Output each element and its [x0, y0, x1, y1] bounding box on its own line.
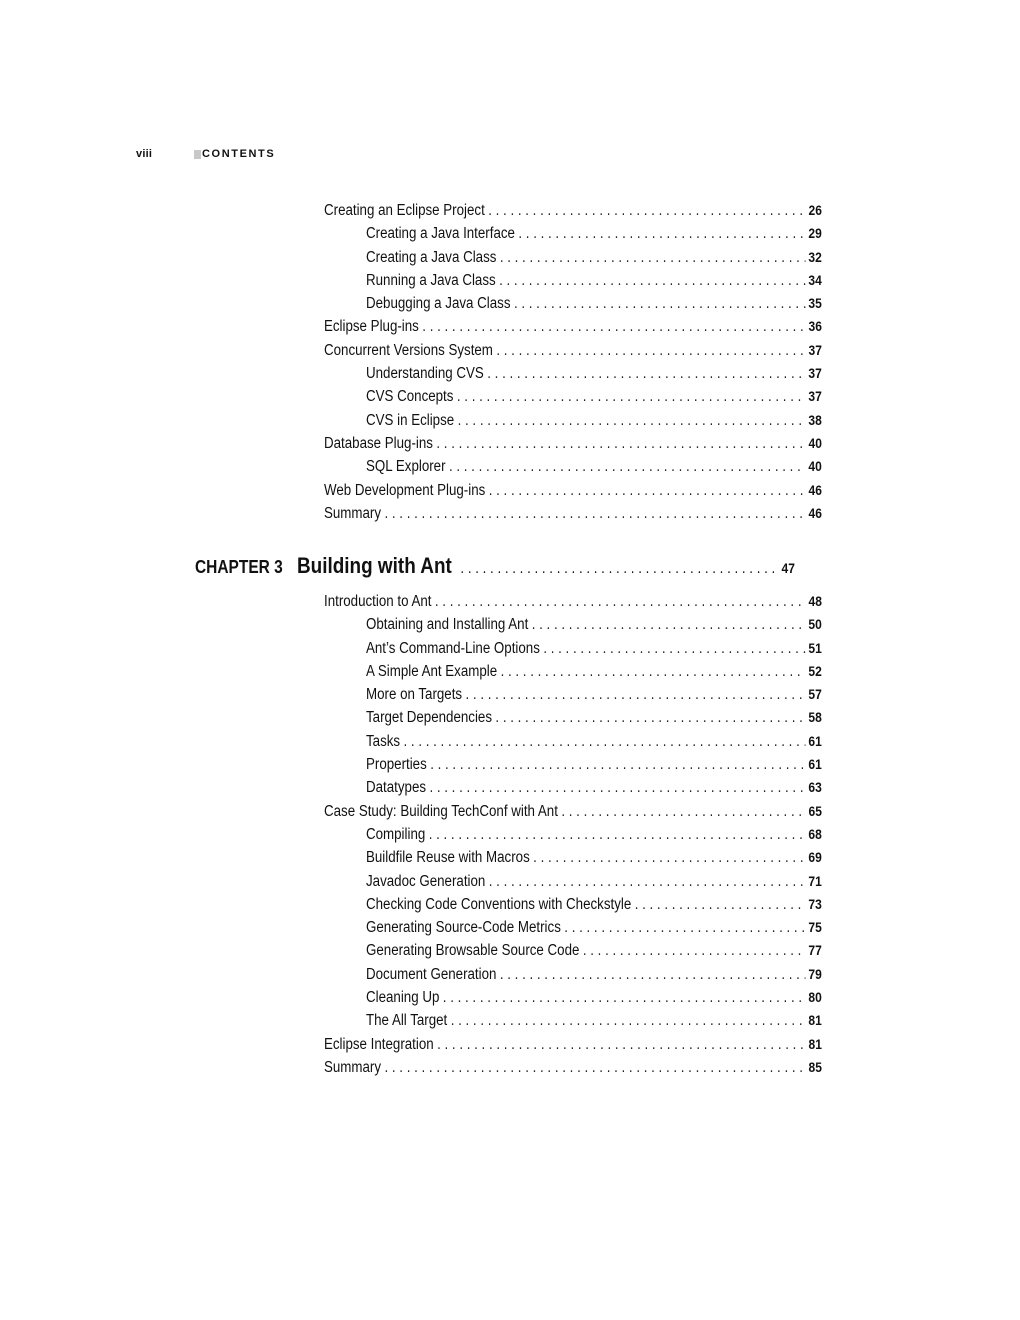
running-head [136, 147, 275, 161]
toc-entry-title: Properties [366, 756, 427, 774]
toc-entry-title: Tasks [366, 732, 401, 750]
toc-entry[interactable] [366, 989, 822, 1012]
toc-entry[interactable] [366, 919, 822, 942]
dot-leader [583, 942, 806, 960]
toc-entry[interactable] [366, 756, 822, 779]
toc-entry-page: 36 [808, 318, 822, 335]
toc-entry-page: 85 [808, 1058, 822, 1075]
toc-entry-title: Target Dependencies [366, 709, 492, 727]
dot-leader [460, 560, 779, 578]
dot-leader [457, 388, 806, 406]
toc-entry[interactable] [366, 849, 822, 872]
dot-leader [533, 849, 806, 867]
toc-entry-title: Understanding CVS [366, 365, 484, 383]
toc-entry-page: 26 [808, 202, 822, 218]
toc-entry-page: 38 [808, 411, 822, 428]
toc-entry-title: Summary [324, 504, 382, 522]
toc-entry-title: Datatypes [366, 779, 427, 797]
toc-entry-title: Creating a Java Interface [366, 225, 515, 243]
toc-entry-page: 32 [808, 248, 822, 265]
dot-leader [435, 593, 806, 611]
toc-entry-title: Javadoc Generation [366, 872, 486, 890]
toc-entry-title: Case Study: Building TechConf with Ant [324, 802, 558, 820]
dot-leader [635, 896, 806, 914]
toc-entry-page: 48 [808, 593, 822, 609]
toc-entry-page: 46 [808, 504, 822, 521]
running-head-label: CONTENTS [202, 148, 276, 160]
toc-entry-page: 81 [808, 1012, 822, 1029]
dot-leader [487, 365, 806, 383]
toc-entry[interactable] [366, 640, 822, 663]
chapter-title: Building with Ant [297, 553, 452, 578]
toc-entry-title: Concurrent Versions System [324, 341, 493, 359]
toc-entry[interactable] [324, 593, 822, 616]
toc-entry[interactable] [324, 435, 822, 458]
toc-entry-title: Generating Source-Code Metrics [366, 919, 561, 937]
toc-entry-page: 69 [808, 849, 822, 866]
toc-entry-page: 68 [808, 825, 822, 842]
toc-entry-page: 37 [808, 365, 822, 382]
toc-entry-page: 57 [808, 686, 822, 703]
toc-entry[interactable] [366, 966, 822, 989]
toc-entry-page: 65 [808, 802, 822, 819]
toc-entry-page: 80 [808, 989, 822, 1006]
toc-entry-title: SQL Explorer [366, 458, 446, 476]
toc-entry[interactable] [366, 733, 822, 756]
chapter-page: 47 [781, 560, 795, 576]
toc-entry[interactable] [324, 505, 822, 528]
dot-leader [429, 779, 805, 797]
toc-entry-title: Debugging a Java Class [366, 295, 511, 313]
toc-entry[interactable] [324, 318, 822, 341]
dot-leader [404, 733, 806, 751]
toc-entry[interactable] [324, 202, 822, 225]
toc-entry[interactable] [366, 272, 822, 295]
toc-entry[interactable] [324, 342, 822, 365]
toc-entry-title: Compiling [366, 825, 426, 843]
dot-leader [443, 989, 806, 1007]
toc-entry-page: 51 [808, 639, 822, 656]
toc-entry-title: Creating a Java Class [366, 248, 497, 266]
toc-entry-page: 29 [808, 225, 822, 242]
toc-entry-title: CVS in Eclipse [366, 411, 455, 429]
toc-entry[interactable] [324, 1036, 822, 1059]
dot-leader [499, 272, 806, 290]
section-marker-icon [194, 150, 201, 159]
dot-leader [564, 919, 806, 937]
dot-leader [451, 1012, 806, 1030]
toc-entry-page: 79 [808, 965, 822, 982]
dot-leader [496, 342, 806, 360]
dot-leader [429, 826, 806, 844]
toc-entry-page: 75 [808, 919, 822, 936]
chapter-label: CHAPTER 3 [195, 557, 283, 577]
toc-entry-title: Eclipse Plug-ins [324, 318, 419, 336]
toc-entry[interactable] [366, 295, 822, 318]
toc-chapter-3 [324, 593, 822, 1082]
toc-entry-title: Ant’s Command-Line Options [366, 639, 540, 657]
dot-leader [543, 640, 806, 658]
toc-entry[interactable] [366, 873, 822, 896]
toc-entry[interactable] [366, 616, 822, 639]
dot-leader [489, 482, 806, 500]
toc-entry-page: 58 [808, 709, 822, 726]
toc-entry-page: 40 [808, 458, 822, 475]
dot-leader [500, 966, 806, 984]
toc-entry-page: 61 [808, 756, 822, 773]
dot-leader [489, 873, 806, 891]
toc-entry-page: 35 [808, 295, 822, 312]
toc-entry-title: Running a Java Class [366, 271, 496, 289]
toc-entry[interactable] [366, 1012, 822, 1035]
toc-entry[interactable] [366, 709, 822, 732]
toc-entry-page: 34 [808, 271, 822, 288]
toc-entry-title: A Simple Ant Example [366, 662, 498, 680]
toc-entry[interactable] [366, 663, 822, 686]
toc-entry-title: Checking Code Conventions with Checkstyle [366, 895, 632, 913]
toc-entry-title: Introduction to Ant [324, 593, 432, 610]
toc-entry-page: 63 [808, 779, 822, 796]
dot-leader [437, 1036, 806, 1054]
dot-leader [501, 663, 806, 681]
toc-entry-title: More on Targets [366, 686, 463, 704]
toc-entry[interactable] [366, 225, 822, 248]
toc-entry-title: CVS Concepts [366, 388, 454, 406]
toc-entry[interactable] [366, 686, 822, 709]
toc-entry[interactable] [324, 1059, 822, 1082]
toc-entry-page: 46 [808, 481, 822, 498]
toc-entry-title: Document Generation [366, 965, 497, 983]
page-number: viii [136, 148, 153, 160]
toc-entry-title: The All Target [366, 1012, 448, 1030]
toc-entry-title: Eclipse Integration [324, 1035, 434, 1053]
toc-entry[interactable] [366, 896, 822, 919]
toc-entry-title: Database Plug-ins [324, 434, 433, 452]
toc-entry-page: 37 [808, 388, 822, 405]
toc-entry[interactable] [366, 365, 822, 388]
dot-leader [449, 458, 806, 476]
dot-leader [458, 412, 806, 430]
dot-leader [500, 249, 806, 267]
toc-entry-title: Web Development Plug-ins [324, 481, 486, 499]
toc-entry[interactable] [366, 412, 822, 435]
toc-entry[interactable] [366, 249, 822, 272]
toc-entry-title: Buildfile Reuse with Macros [366, 849, 530, 867]
toc-entry[interactable] [366, 826, 822, 849]
dot-leader [532, 616, 806, 634]
toc-entry-title: Generating Browsable Source Code [366, 942, 580, 960]
toc-entry-page: 61 [808, 732, 822, 749]
dot-leader [495, 709, 805, 727]
chapter-title-line[interactable] [297, 553, 795, 579]
dot-leader [422, 318, 806, 336]
toc-entry-page: 52 [808, 662, 822, 679]
chapter-heading [194, 553, 822, 581]
toc-entry-title: Cleaning Up [366, 989, 440, 1007]
toc-entry-page: 73 [808, 895, 822, 912]
dot-leader [514, 295, 806, 313]
toc-entry-title: Creating an Eclipse Project [324, 202, 485, 219]
toc-entry-title: Summary [324, 1058, 382, 1076]
toc-section-previous [324, 202, 822, 528]
toc-entry-page: 81 [808, 1035, 822, 1052]
dot-leader [488, 202, 806, 220]
dot-leader [384, 505, 805, 523]
toc-entry[interactable] [366, 779, 822, 802]
toc-entry[interactable] [324, 803, 822, 826]
toc-entry[interactable] [324, 482, 822, 505]
toc-entry-page: 40 [808, 434, 822, 451]
toc-entry-page: 50 [808, 616, 822, 633]
dot-leader [436, 435, 806, 453]
toc-entry-page: 37 [808, 341, 822, 358]
toc-entry[interactable] [366, 388, 822, 411]
toc-entry[interactable] [366, 458, 822, 481]
toc-entry-title: Obtaining and Installing Ant [366, 616, 529, 634]
dot-leader [561, 803, 806, 821]
toc-entry-page: 71 [808, 872, 822, 889]
dot-leader [466, 686, 806, 704]
dot-leader [384, 1059, 805, 1077]
toc-entry-page: 77 [808, 942, 822, 959]
dot-leader [518, 225, 805, 243]
dot-leader [430, 756, 806, 774]
toc-entry[interactable] [366, 942, 822, 965]
